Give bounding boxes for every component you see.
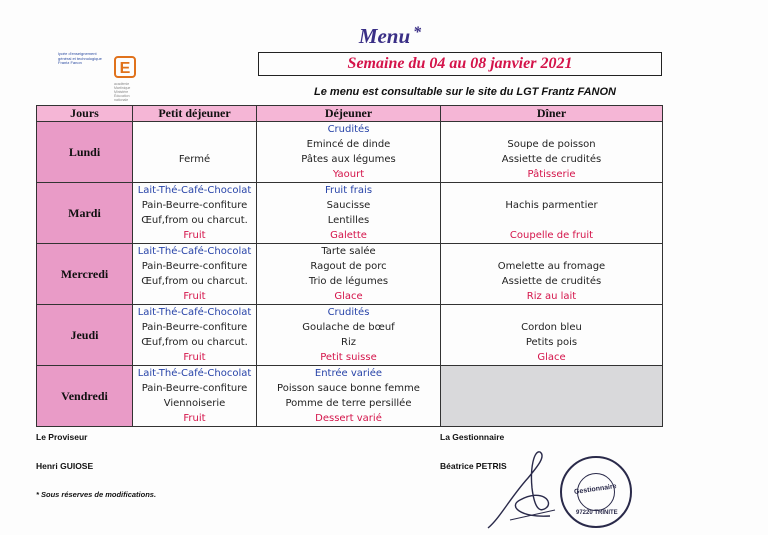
menu-item xyxy=(133,137,256,152)
menu-item: Glace xyxy=(334,291,363,302)
table-row xyxy=(37,305,663,366)
menu-item: Galette xyxy=(330,230,367,241)
lunch-items xyxy=(257,183,440,243)
menu-item xyxy=(133,122,256,137)
menu-item xyxy=(441,305,662,320)
menu-title-text: Menu xyxy=(358,24,411,48)
day-cell: Vendredi xyxy=(37,366,133,427)
breakfast-cell xyxy=(133,366,257,427)
day-cell: Jeudi xyxy=(37,305,133,366)
header-dejeuner: Déjeuner xyxy=(257,106,441,122)
dinner-cell xyxy=(441,183,663,244)
logo-sub-line: Martinique xyxy=(114,86,131,90)
official-stamp xyxy=(560,456,632,528)
consult-note: Le menu est consultable sur le site du LGT Frantz FANON xyxy=(314,86,616,98)
breakfast-cell xyxy=(133,183,257,244)
header-jours: Jours xyxy=(37,106,133,122)
logo-line: Frantz Fanon xyxy=(58,60,82,65)
day-cell: Mercredi xyxy=(37,244,133,305)
menu-item: Petit suisse xyxy=(320,352,377,363)
stamp-code: 97220 TRINITE xyxy=(576,510,618,516)
proviseur-label: Le Proviseur xyxy=(36,432,88,442)
header-diner: Dîner xyxy=(441,106,663,122)
menu-item: Lait-Thé-Café-Chocolat xyxy=(137,246,252,257)
menu-item: Crudités xyxy=(327,307,370,318)
dinner-cell xyxy=(441,244,663,305)
logo-line: général et technologique xyxy=(58,55,102,61)
menu-item: Riz au lait xyxy=(526,291,577,302)
logo-sub-line: Ministère xyxy=(114,90,129,94)
lunch-cell xyxy=(257,366,441,427)
breakfast-cell xyxy=(133,244,257,305)
dinner-cell xyxy=(441,122,663,183)
menu-item: Œuf,from ou charcut. xyxy=(141,337,248,348)
menu-item: Assiette de crudités xyxy=(501,154,602,165)
dinner-cell xyxy=(441,305,663,366)
logo-subtext xyxy=(114,82,148,102)
breakfast-items xyxy=(133,244,256,304)
logo-text xyxy=(58,52,108,66)
day-cell: Lundi xyxy=(37,122,133,183)
breakfast-cell xyxy=(133,305,257,366)
lunch-cell xyxy=(257,183,441,244)
menu-item xyxy=(441,213,662,228)
breakfast-items xyxy=(133,122,256,182)
menu-item: Fruit frais xyxy=(324,185,373,196)
disclaimer: * Sous réserves de modifications. xyxy=(36,490,157,499)
logo-sub-line: Éducation xyxy=(114,94,130,98)
menu-item: Entrée variée xyxy=(314,368,383,379)
dinner-closed-cell xyxy=(441,366,663,427)
proviseur-name: Henri GUIOSE xyxy=(36,461,94,471)
stamp-text: Gestionnaire xyxy=(573,483,618,496)
menu-item: Fermé xyxy=(178,154,211,165)
dinner-items xyxy=(441,244,662,304)
menu-table xyxy=(36,105,663,427)
lunch-cell xyxy=(257,122,441,183)
menu-item: Fruit xyxy=(183,291,206,302)
menu-item: Glace xyxy=(537,352,566,363)
menu-item: Fruit xyxy=(183,352,206,363)
menu-item: Pain-Beurre-confiture xyxy=(141,322,248,333)
logo-sub-line: académie xyxy=(114,82,130,86)
dinner-items xyxy=(441,183,662,243)
menu-item xyxy=(441,244,662,259)
breakfast-items xyxy=(133,366,256,426)
lunch-cell xyxy=(257,244,441,305)
menu-item: Pâtes aux légumes xyxy=(301,154,396,165)
menu-item: Tarte salée xyxy=(321,246,376,257)
table-header-row xyxy=(37,106,663,122)
logo-sub-line: nationale xyxy=(114,98,129,102)
menu-item: Lait-Thé-Café-Chocolat xyxy=(137,185,252,196)
menu-item: Viennoiserie xyxy=(163,398,226,409)
menu-item: Pain-Beurre-confiture xyxy=(141,200,248,211)
menu-item: Petits pois xyxy=(525,337,578,348)
menu-item: Lentilles xyxy=(327,215,370,226)
menu-table-body xyxy=(37,122,663,427)
menu-item xyxy=(441,122,662,137)
menu-item: Dessert varié xyxy=(315,413,382,424)
menu-item: Trio de légumes xyxy=(308,276,389,287)
menu-item: Lait-Thé-Café-Chocolat xyxy=(137,307,252,318)
menu-item: Yaourt xyxy=(332,169,365,180)
logo-e-icon: E xyxy=(114,56,136,78)
menu-item: Œuf,from ou charcut. xyxy=(141,215,248,226)
menu-item: Goulache de bœuf xyxy=(302,322,395,333)
menu-item: Poisson sauce bonne femme xyxy=(277,383,420,394)
menu-title xyxy=(330,24,450,49)
menu-item: Lait-Thé-Café-Chocolat xyxy=(137,368,252,379)
menu-item: Coupelle de fruit xyxy=(509,230,594,241)
breakfast-cell xyxy=(133,122,257,183)
week-banner: Semaine du 04 au 08 janvier 2021 xyxy=(258,52,662,76)
menu-item: Fruit xyxy=(183,230,206,241)
menu-item: Pain-Beurre-confiture xyxy=(141,383,248,394)
menu-item: Hachis parmentier xyxy=(505,200,598,211)
table-row xyxy=(37,244,663,305)
logo-line: lycée d'enseignement xyxy=(58,51,97,56)
school-logo xyxy=(58,52,148,104)
day-cell: Mardi xyxy=(37,183,133,244)
gestionnaire-label: La Gestionnaire xyxy=(440,432,505,442)
lunch-items xyxy=(257,244,440,304)
menu-item xyxy=(441,183,662,198)
menu-item: Ragout de porc xyxy=(310,261,387,272)
lunch-cell xyxy=(257,305,441,366)
asterisk-mark: * xyxy=(413,24,422,41)
menu-item: Assiette de crudités xyxy=(501,276,602,287)
header-petit-dejeuner: Petit déjeuner xyxy=(133,106,257,122)
table-row xyxy=(37,183,663,244)
menu-item: Pain-Beurre-confiture xyxy=(141,261,248,272)
menu-item: Pâtisserie xyxy=(527,169,576,180)
lunch-items xyxy=(257,305,440,365)
breakfast-items xyxy=(133,183,256,243)
menu-item: Cordon bleu xyxy=(521,322,582,333)
signature-icon xyxy=(480,448,570,534)
menu-item: Saucisse xyxy=(326,200,371,211)
menu-item: Crudités xyxy=(327,124,370,135)
menu-item: Fruit xyxy=(183,413,206,424)
lunch-items xyxy=(257,366,440,426)
menu-item xyxy=(133,167,256,182)
menu-item: Omelette au fromage xyxy=(497,261,606,272)
table-row xyxy=(37,366,663,427)
menu-item: Pomme de terre persillée xyxy=(285,398,412,409)
menu-item: Œuf,from ou charcut. xyxy=(141,276,248,287)
breakfast-items xyxy=(133,305,256,365)
dinner-items xyxy=(441,122,662,182)
menu-item: Riz xyxy=(341,337,356,348)
menu-item: Soupe de poisson xyxy=(507,139,596,150)
lunch-items xyxy=(257,122,440,182)
gestionnaire-name: Béatrice PETRIS xyxy=(440,461,507,471)
dinner-items xyxy=(441,305,662,365)
menu-item: Emincé de dinde xyxy=(306,139,391,150)
table-row xyxy=(37,122,663,183)
